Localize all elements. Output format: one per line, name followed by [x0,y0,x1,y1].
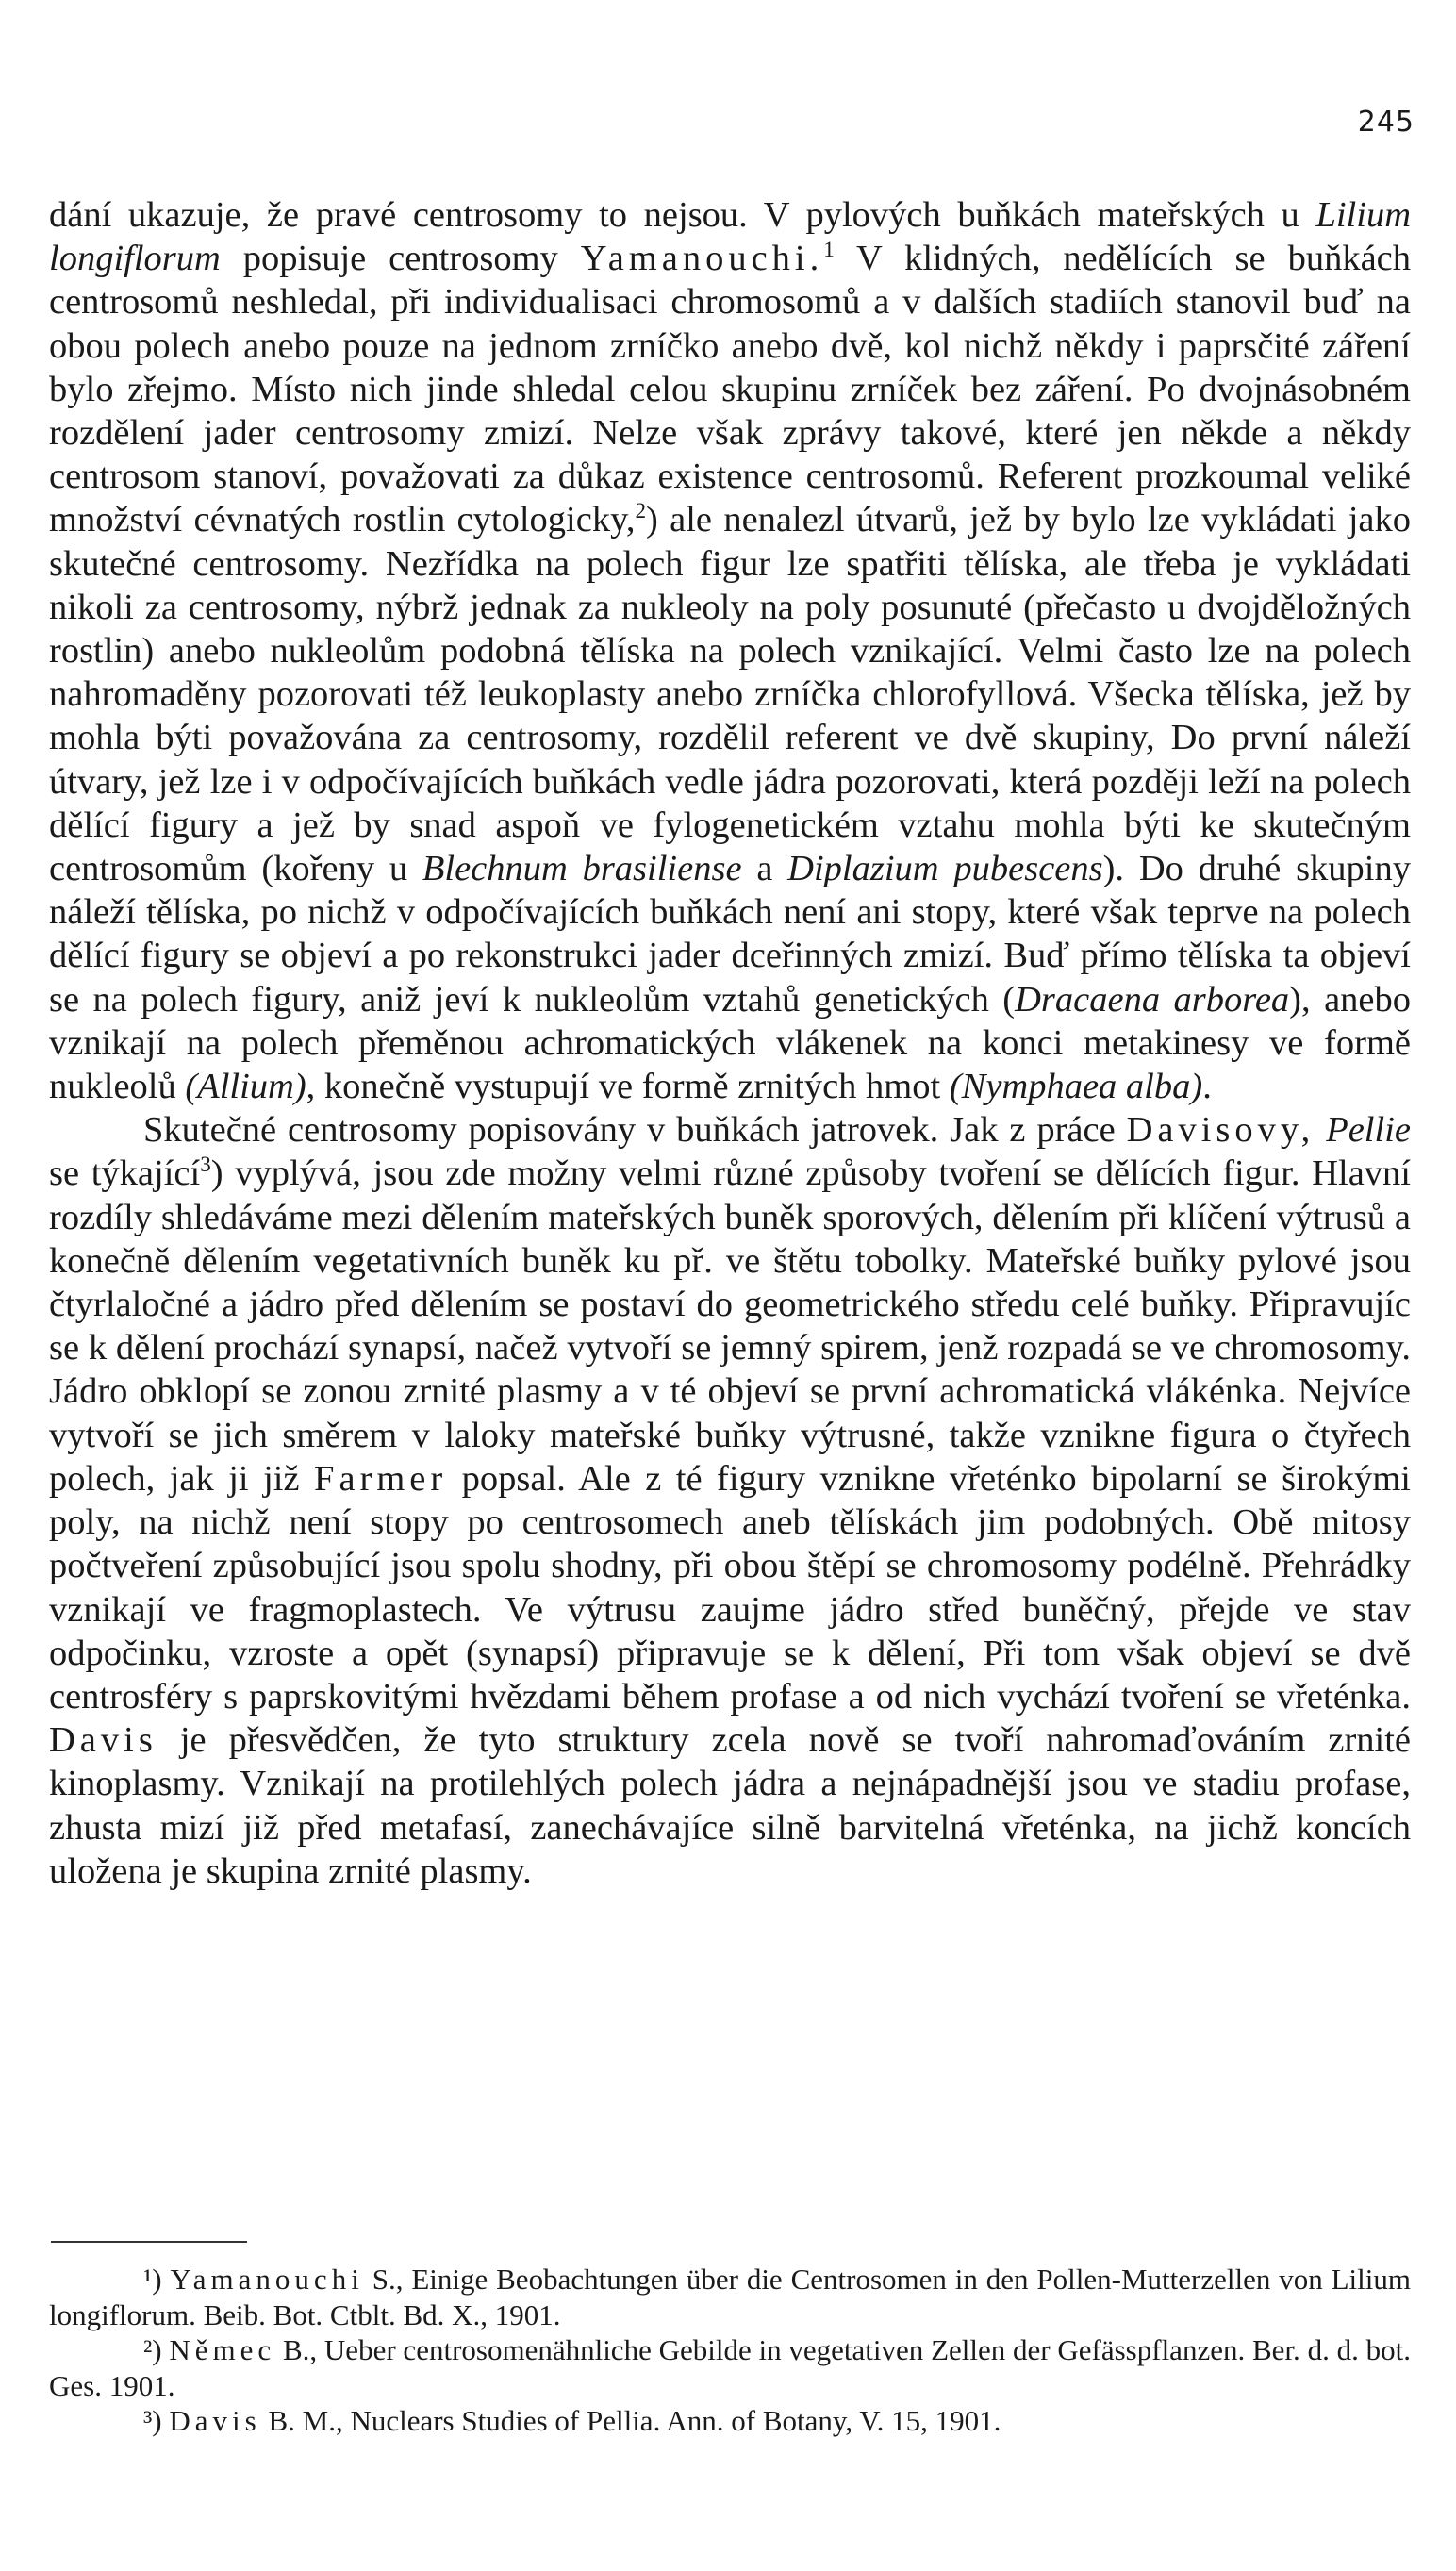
text-run: popisuje centrosomy [220,239,581,279]
paragraph-2 [49,1108,1411,1893]
footnote-ref: 2 [635,498,646,523]
text-run: V klidných, nedělících se buňkách centrosomů neshledal, při individualisaci chromosomů a v dalších stadiích stanovil buď na obou polech anebo pouze na jednom zrníčko anebo dvě, kol nichž někdy i paprsčité záření bylo zřejmo. Místo nich jinde shledal celou skupinu zrníček bez záření. Po dvojnásobném rozdělení jader centrosomy zmizí. Nelze však zprávy takové, které jen někde a někdy centrosom stanoví, považovati za důkaz existence centrosomů. Referent prozkoumal veliké množství cévnatých rostlin cytologicky, [49,239,1411,540]
text-run: dání ukazuje, že pravé centrosomy to nejsou. V pylových buňkách mateřských u [49,195,1316,235]
footnote-text: B., Ueber centrosomenähnliche Gebilde in vegetativen Zellen der Gefässpflanzen. Ber. d. d. bot. Ges. 1901. [49,2333,1411,2402]
author-name: Davisovy, [1126,1110,1315,1151]
text-run: Skutečné centrosomy popisovány v buňkách jatrovek. Jak z práce [143,1110,1127,1151]
footnote-1 [49,2262,1411,2332]
species-name: (Allium) [185,1067,306,1107]
footnote-ref: 3 [200,1152,211,1177]
author-name: Farmer [314,1458,448,1499]
text-run: ) vyplývá, jsou zde možny velmi různé způsoby tvoření se dělících figur. Hlavní rozdíly shledáváme mezi dělením mateřských buněk sporových, dělením při klíčení výtrusů a konečně dělením vegetativních buněk ku př. ve štětu tobolky. Mateřské buňky pylové jsou čtyrlaločné a jádro před dělením se postaví do geometrického středu celé buňky. Připravujíc se k dělení prochází synapsí, načež vytvoří se jemný spirem, jenž rozpadá se ve chromosomy. Jádro obklopí se zonou zrnité plasmy a v té objeví se první achromatická vlákénka. Nejvíce vytvoří se jich směrem v laloky mateřské buňky výtrusné, takže vznikne figura o čtyřech polech, jak ji již [49,1153,1411,1499]
text-run [1315,1110,1326,1150]
footnote-mark: ¹) [143,2263,162,2296]
text-run: ). Do druhé skupiny náleží tělíska, po nichž v odpočívajících buňkách není ani stopy, které však teprve na polech dělící figury se objeví a po rekonstrukci jader dceřinných zmizí. Buď přímo tělíska ta objeví se na polech figury, aniž jeví k nukleolům vztahů genetických ( [49,849,1411,1020]
species-name: Diplazium pubescens [787,849,1103,889]
footnote-divider [51,2241,247,2243]
page-number: 245 [1357,106,1415,139]
footnote-author: Davis [169,2404,261,2437]
author-name: Yamanouchi. [580,239,824,279]
species-name: Lilium longiflorum [49,195,1411,279]
species-name: (Nymphaea alba) [949,1067,1203,1107]
text-run: ), anebo vznikají na polech přeměnou achromatických vlákenek na konci metakinesy ve formě nukleolů [49,979,1412,1107]
text-run: popsal. Ale z té figury vznikne vřeténko bipolarní se širokými poly, na nichž není stopy po centrosomech aneb tělískách jim podobných. Obě mitosy počtveření způsobující jsou spolu shodny, při obou štěpí se chromosomy podélně. Přehrádky vznikají ve fragmoplastech. Ve výtrusu zaujme jádro střed buněčný, přejde ve stav odpočinku, vzroste a opět (synapsí) připravuje se k dělení, Při tom však objeví se dvě centrosféry s paprskovitými hvězdami během profase a od nich vychází tvoření se vřeténka. [49,1458,1411,1717]
footnote-author: Yamanouchi [170,2263,364,2296]
footnote-ref: 1 [823,237,835,262]
text-run: ) ale nenalezl útvarů, jež by bylo lze vykládati jako skutečné centrosomy. Nezřídka na polech figur lze spatřiti tělíska, ale třeba je vykládati nikoli za centrosomy, nýbrž jednak za nukleoly na poly posunuté (přečasto u dvojděložných rostlin) anebo nukleolům podobná tělíska na polech vznikající. Velmi často lze na polech nahromaděny pozorovati též leukoplasty anebo zrníčka chlorofyllová. Všecka tělíska, jež by mohla býti považována za centrosomy, rozdělil referent ve dvě skupiny, Do první náleží útvary, jež lze i v odpočívajících buňkách vedle jádra pozorovati, která později leží na polech dělící figury a jež by snad aspoň ve fylogenetickém vztahu mohla býti ke skutečným centrosomům (kořeny u [49,500,1411,889]
species-name: Dracaena arborea [1015,979,1290,1020]
paragraph-1 [49,193,1411,1108]
text-run: je přesvědčen, že tyto struktury zcela nově se tvoří nahromaďováním zrnité kinoplasmy. Vznikají na protilehlých polech jádra a nejnápadnější jsou ve stadiu profase, zhusta mizí již před metafasí, zanechávajíce silně barvitelná vřeténka, na jichž koncích uložena je skupina zrnité plasmy. [49,1720,1411,1891]
footnote-2 [49,2332,1411,2403]
author-name: Davis [49,1720,157,1761]
footnote-text: S., Einige Beobachtungen über die Centrosomen in den Pollen-Mutterzellen von Lilium longiflorum. Beib. Bot. Ctblt. Bd. X., 1901. [49,2263,1412,2331]
footnote-mark: ³) [143,2404,162,2437]
text-run: se týkající [49,1153,201,1194]
footnotes [49,2262,1411,2439]
text-run: . [1202,1067,1212,1107]
text-run: a [741,849,788,889]
main-text [49,193,1411,1893]
footnote-text: B. M., Nuclears Studies of Pellia. Ann. of Botany, V. 15, 1901. [260,2404,1001,2437]
footnote-3 [49,2403,1411,2439]
footnote-author: Němec [169,2333,276,2366]
species-name: Blechnum brasiliense [422,849,742,889]
species-name: Pellie [1326,1110,1411,1151]
text-run: , konečně vystupují ve formě zrnitých hmot [306,1067,950,1107]
footnote-mark: ²) [143,2333,162,2366]
